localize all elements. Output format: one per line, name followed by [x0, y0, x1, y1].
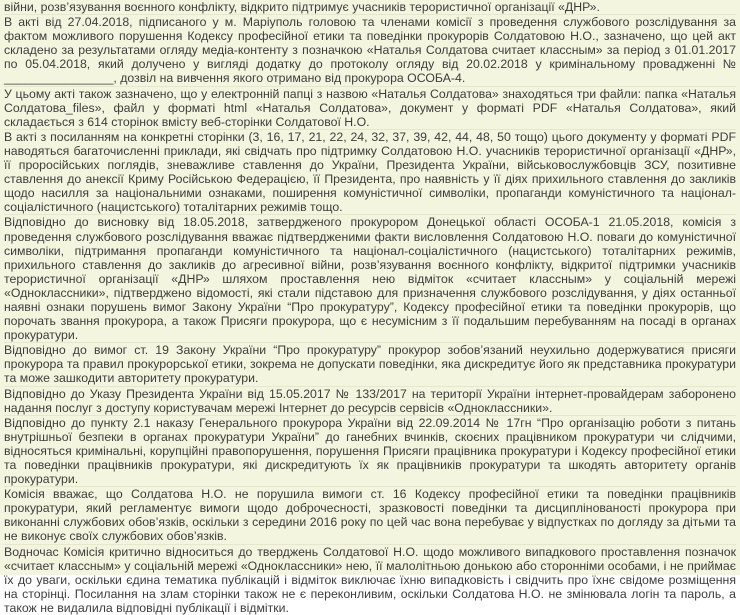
paragraph: Водночас Комісія критично відноситься до тверджень Солдатової Н.О. щодо можливого випадкового проставлення позначок «считает классным» у соціальній мережі «Одноклассники» нею, її малолітньою донькою або сторонніми особами, і не приймає їх до уваги, оскільки єдина тематика публікацій і відміток виключає їхню випадковість і свідчить про їхнє свідоме розміщення на сторінці. Посилання на злам сторінки також не є переконливим, оскільки Солдатова Н.О. не змінювала логін та пароль, а також не видалила відповідні публікації і відмітки.: [4, 544, 736, 615]
paragraph: Відповідно до висновку від 18.05.2018, затвердженого прокурором Донецької області ОСОБА-1 21.05.2018, комісія з проведення службового розслідування вважає підтвердженими факти висловлення Солдатовою Н.О. поваги до комуністичної символіки, підтримання пропаганди комуністичного та націонал-соціалістичного (нацистського) тоталітарних режимів, прихильного ставлення до закликів до агресивної війни, розв’язування воєнного конфлікту, відкритої підтримки учасників терористичної організації «ДНР» шляхом проставлення нею відміток «считает классным» у соціальній мережі «Одноклассники», підтверджено відомості, які стали підставою для призначення службового розслідування, у діях останньої наявні ознаки порушень вимог Закону України “Про прокуратуру”, Кодексу професійної етики та поведінки прокурорів, що порочать звання прокурора, а також Присяги прокурора, що є несумісним з її подальшим перебуванням на посаді в органах прокуратури.: [4, 215, 736, 343]
paragraph: Відповідно до вимог ст. 19 Закону України “Про прокуратуру” прокурор зобов’язаний неухильно додержуватися присяги прокурора та правил прокурорської етики, зокрема не допускати поведінки, яка дискредитує його як представника прокуратури та може зашкодити авторитету прокуратури.: [4, 343, 736, 386]
paragraph: війни, розв’язування воєнного конфлікту, відкрито підтримує учасників терористичної організації «ДНР».: [4, 0, 736, 15]
paragraph: У цьому акті також зазначено, що у електронній папці з назвою «Наталья Солдатова» знаходяться три файли: папка «Наталья Солдатова_files», файл у форматі html «Наталья Солдатова», документ у форматі PDF «Наталья Солдатова», який складається з 614 сторінок вмісту веб-сторінки Солдатової Н.О.: [4, 86, 736, 129]
paragraph: Відповідно до Указу Президента України від 15.05.2017 № 133/2017 на території України інтернет-провайдерам заборонено надання послуг з доступу користувачам мережі Інтернет до ресурсів сервісів «Одноклассники».: [4, 386, 736, 415]
paragraph: В акті з посиланням на конкретні сторінки (3, 16, 17, 21, 22, 24, 32, 37, 39, 42, 44, 48, 50 тощо) цього документу у форматі PDF наводяться багаточисленні приклади, які свідчать про підтримку Солдатовою Н.О. учасників терористичної організації «ДНР», її проросійських поглядів, зневажливе ставлення до України, Президента України, військовослужбовців ЗСУ, позитивне ставлення до анексії Криму Російською Федерацією, її Президента, про наявність у її діях прихильного ставлення до закликів щодо насилля за національними ознаками, поширення комуністичної символіки, пропаганди комуністичного та націонал-соціалістичного (нацистського) тоталітарних режимів тощо.: [4, 129, 736, 215]
paragraph: Комісія вважає, що Солдатова Н.О. не порушила вимоги ст. 16 Кодексу професійної етики та поведінки працівників прокуратури, який регламентує вимоги щодо доброчесності, зразковості поведінки та дисциплінованості прокурора при виконанні службових обов’язків, оскільки з середини 2016 року по цей час вона перебуває у відпустках по догляду за дітьми та не виконує своїх службових обов’язків.: [4, 487, 736, 544]
paragraph: Відповідно до пункту 2.1 наказу Генерального прокурора України від 22.09.2014 № 17гн “Про організацію роботи з питань внутрішньої безпеки в органах прокуратури України” до ганебних вчинків, скоєних працівником прокуратури чи слідчими, відносяться кримінальні, корупційні правопорушення, порушення Присяги працівника прокуратури і Кодексу професійної етики та поведінки працівників прокуратури, які дискредитують їх як працівників прокуратури та шкодять авторитету органів прокуратури.: [4, 415, 736, 487]
paragraph: В акті від 27.04.2018, підписаного у м. Маріуполь головою та членами комісії з проведення службового розслідування за фактом можливого порушення Кодексу професійної етики та поведінки прокурорів Солдатовою Н.О., зазначено, що цей акт складено за результатами огляду медіа-контенту з позначкою «Наталья Солдатова считает классным» за період з 01.01.2017 по 05.04.2018, який долучено у вигляді додатку до протоколу огляду від 20.02.2018 у кримінальному провадженні № ________________, дозвіл на вивчення якого отримано від прокурора ОСОБА-4.: [4, 15, 736, 86]
